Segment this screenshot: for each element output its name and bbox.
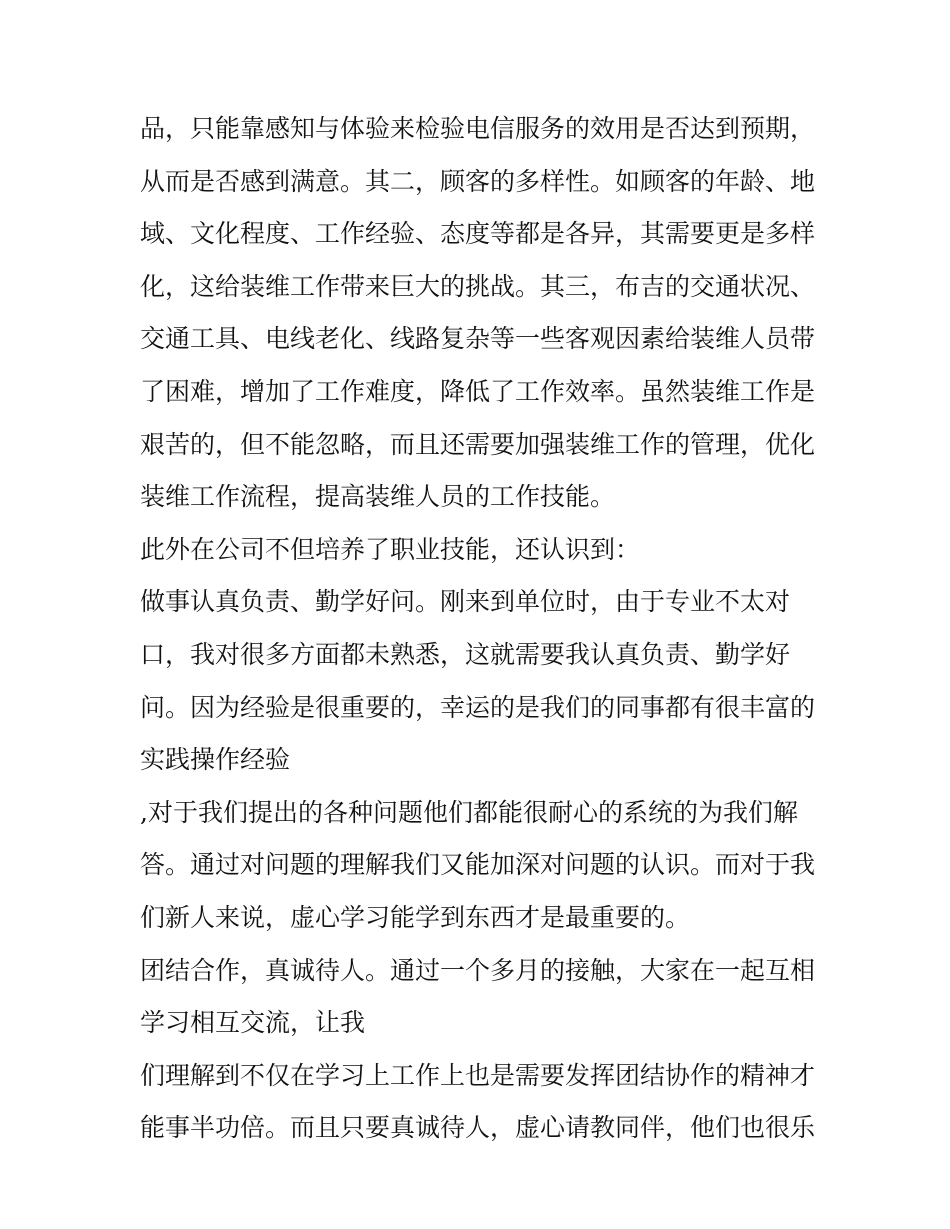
text-line: 实践操作经验 xyxy=(140,745,291,775)
text-line: 交通工具、电线老化、线路复杂等一些客观因素给装维人员带 xyxy=(140,324,816,354)
text-line: 问。因为经验是很重要的，幸运的是我们的同事都有很丰富的 xyxy=(140,692,816,722)
text-line: 装维工作流程，提高装维人员的工作技能。 xyxy=(140,482,616,512)
text-line: 此外在公司不但培养了职业技能，还认识到： xyxy=(140,534,641,564)
text-line: 品，只能靠感知与体验来检验电信服务的效用是否达到预期， xyxy=(140,114,816,143)
text-line: 艰苦的，但不能忽略，而且还需要加强装维工作的管理，优化 xyxy=(140,429,816,459)
text-line: 域、文化程度、工作经验、态度等都是各异，其需要更是多样 xyxy=(140,219,816,249)
text-line: 团结合作，真诚待人。通过一个多月的接触，大家在一起互相 xyxy=(140,955,816,985)
text-line: 们理解到不仅在学习上工作上也是需要发挥团结协作的精神才 xyxy=(140,1060,816,1090)
text-line: 化，这给装维工作带来巨大的挑战。其三，布吉的交通状况、 xyxy=(140,271,816,301)
text-line: 答。通过对问题的理解我们又能加深对问题的认识。而对于我 xyxy=(140,850,816,880)
text-line: 从而是否感到满意。其二，顾客的多样性。如顾客的年龄、地 xyxy=(140,166,816,196)
text-line: 了困难，增加了工作难度，降低了工作效率。虽然装维工作是 xyxy=(140,376,816,406)
text-line: 学习相互交流，让我 xyxy=(140,1008,366,1038)
text-line: 口，我对很多方面都未熟悉，这就需要我认真负责、勤学好 xyxy=(140,639,791,669)
body-text xyxy=(140,103,820,1155)
text-line: 做事认真负责、勤学好问。刚来到单位时，由于专业不太对 xyxy=(140,587,791,617)
text-line: ,对于我们提出的各种问题他们都能很耐心的系统的为我们解 xyxy=(140,797,798,827)
text-line: 们新人来说，虚心学习能学到东西才是最重要的。 xyxy=(140,902,691,932)
text-line: 能事半功倍。而且只要真诚待人，虚心请教同伴，他们也很乐 xyxy=(140,1113,816,1143)
